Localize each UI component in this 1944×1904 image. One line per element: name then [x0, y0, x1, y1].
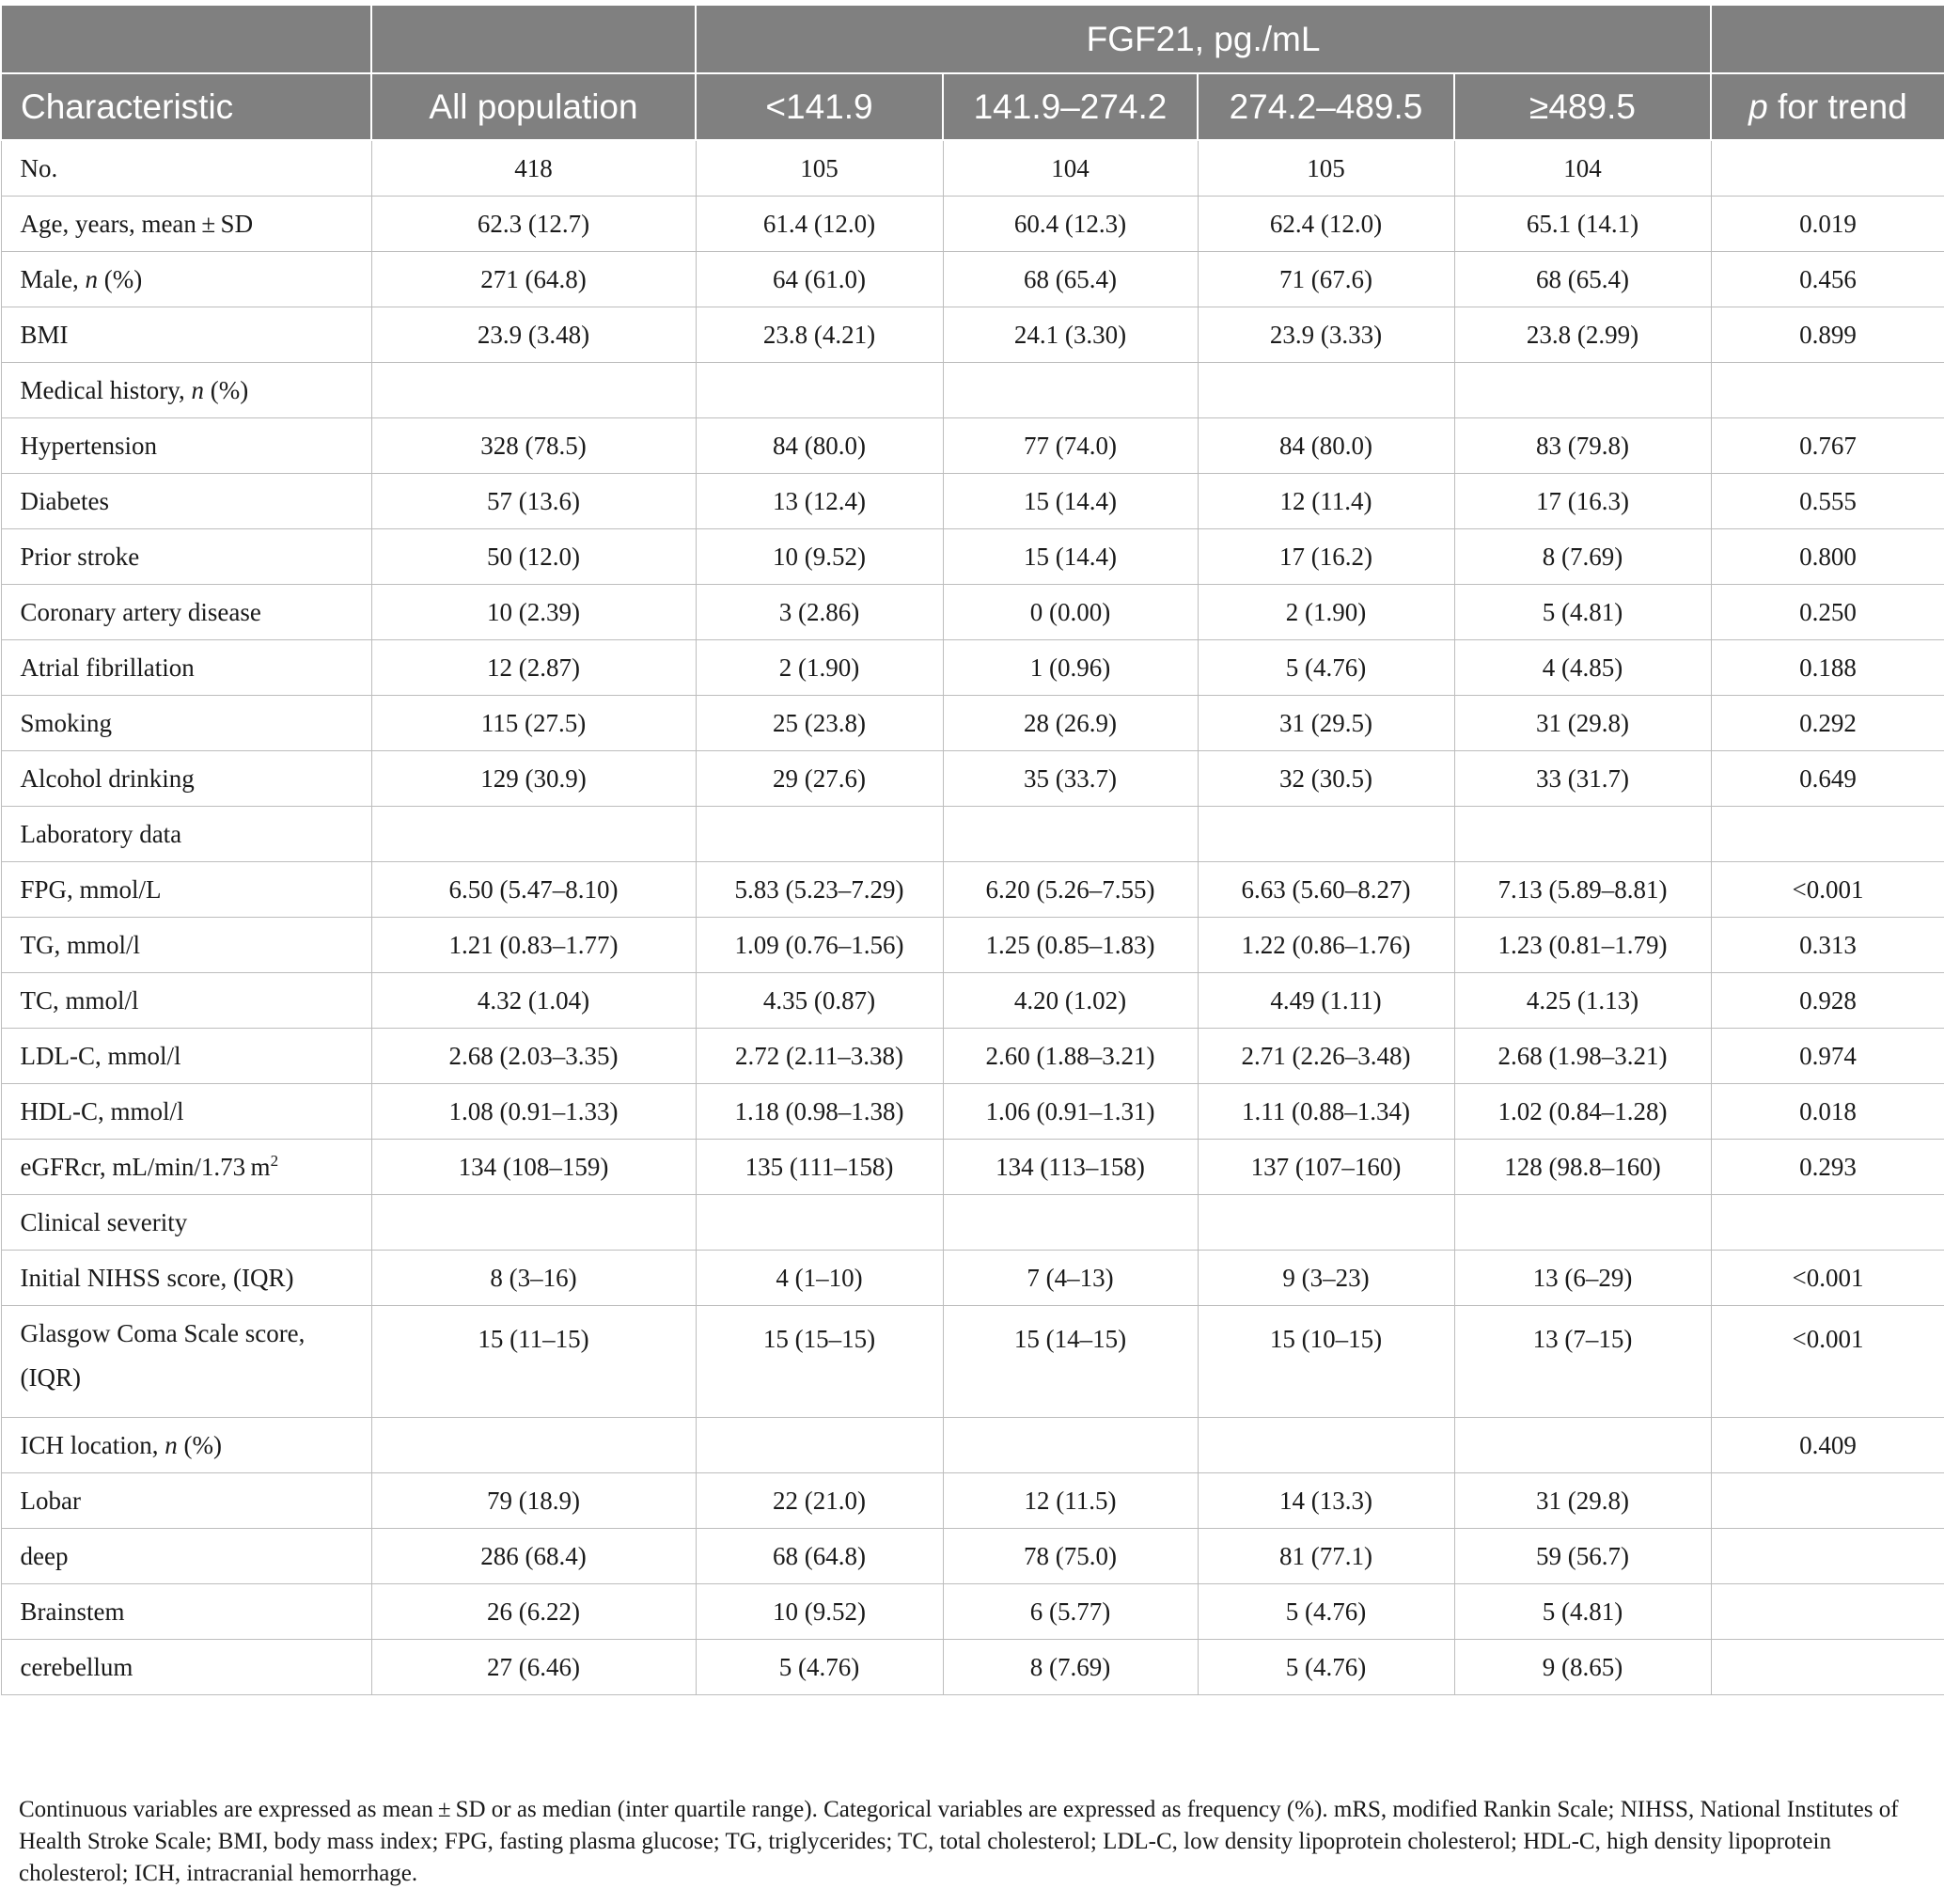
value-cell: 12 (11.4) — [1198, 474, 1454, 529]
p-value-cell: 0.555 — [1711, 474, 1944, 529]
value-cell — [371, 1195, 696, 1251]
value-cell: 6.63 (5.60–8.27) — [1198, 862, 1454, 918]
row-label: TG, mmol/l — [1, 918, 371, 973]
p-value-cell — [1711, 1640, 1944, 1695]
value-cell — [943, 363, 1198, 418]
row-label: Smoking — [1, 696, 371, 751]
value-cell — [371, 1418, 696, 1473]
p-value-cell: 0.767 — [1711, 418, 1944, 474]
table-row — [1, 918, 1944, 973]
row-label — [1, 363, 371, 418]
value-cell: 15 (14–15) — [943, 1306, 1198, 1418]
value-cell: 10 (2.39) — [371, 585, 696, 640]
value-cell: 115 (27.5) — [371, 696, 696, 751]
header-group-row — [1, 5, 1944, 73]
p-value-cell: 0.313 — [1711, 918, 1944, 973]
p-value-cell — [1711, 1529, 1944, 1584]
value-cell: 8 (7.69) — [943, 1640, 1198, 1695]
value-cell: 23.8 (2.99) — [1454, 307, 1711, 363]
row-label: cerebellum — [1, 1640, 371, 1695]
table-row — [1, 307, 1944, 363]
value-cell: 24.1 (3.30) — [943, 307, 1198, 363]
value-cell: 104 — [943, 140, 1198, 197]
value-cell: 135 (111–158) — [696, 1140, 943, 1195]
column-header-q4: ≥489.5 — [1454, 73, 1711, 140]
value-cell: 10 (9.52) — [696, 1584, 943, 1640]
p-value-cell — [1711, 363, 1944, 418]
value-cell: 1.08 (0.91–1.33) — [371, 1084, 696, 1140]
p-value-cell: 0.456 — [1711, 252, 1944, 307]
row-label: Glasgow Coma Scale score, (IQR) — [1, 1306, 371, 1418]
table-row — [1, 1306, 1944, 1418]
table-row — [1, 140, 1944, 197]
value-cell: 2 (1.90) — [1198, 585, 1454, 640]
value-cell: 6.20 (5.26–7.55) — [943, 862, 1198, 918]
characteristics-table-container — [0, 4, 1944, 1695]
value-cell: 418 — [371, 140, 696, 197]
value-cell: 2 (1.90) — [696, 640, 943, 696]
p-for-trend-text: for trend — [1778, 87, 1907, 126]
row-label: BMI — [1, 307, 371, 363]
column-header-p-for-trend — [1711, 73, 1944, 140]
header-empty-cell — [1, 5, 371, 73]
column-header-q1: <141.9 — [696, 73, 943, 140]
value-cell: 1.21 (0.83–1.77) — [371, 918, 696, 973]
value-cell: 5 (4.81) — [1454, 585, 1711, 640]
value-cell: 50 (12.0) — [371, 529, 696, 585]
value-cell: 5 (4.76) — [1198, 1640, 1454, 1695]
row-label — [1, 1140, 371, 1195]
table-row — [1, 1084, 1944, 1140]
value-cell: 29 (27.6) — [696, 751, 943, 807]
value-cell: 78 (75.0) — [943, 1529, 1198, 1584]
row-label: LDL-C, mmol/l — [1, 1029, 371, 1084]
value-cell: 62.3 (12.7) — [371, 197, 696, 252]
value-cell: 1.23 (0.81–1.79) — [1454, 918, 1711, 973]
value-cell: 5 (4.81) — [1454, 1584, 1711, 1640]
p-value-cell: 0.649 — [1711, 751, 1944, 807]
value-cell: 7 (4–13) — [943, 1251, 1198, 1306]
value-cell: 23.9 (3.33) — [1198, 307, 1454, 363]
header-empty-cell — [1711, 5, 1944, 73]
table-row — [1, 807, 1944, 862]
value-cell: 25 (23.8) — [696, 696, 943, 751]
value-cell: 68 (65.4) — [943, 252, 1198, 307]
row-label: HDL-C, mmol/l — [1, 1084, 371, 1140]
p-value-cell: 0.928 — [1711, 973, 1944, 1029]
row-label-text: ICH location, — [20, 1430, 165, 1459]
characteristics-table — [0, 4, 1944, 1695]
value-cell: 27 (6.46) — [371, 1640, 696, 1695]
p-value-cell — [1711, 1195, 1944, 1251]
value-cell — [943, 807, 1198, 862]
row-label: Atrial fibrillation — [1, 640, 371, 696]
header-column-row — [1, 73, 1944, 140]
value-cell: 4.20 (1.02) — [943, 973, 1198, 1029]
value-cell — [1198, 1195, 1454, 1251]
p-value-cell: 0.899 — [1711, 307, 1944, 363]
fgf21-group-header: FGF21, pg./mL — [696, 5, 1711, 73]
value-cell: 4.49 (1.11) — [1198, 973, 1454, 1029]
value-cell — [1198, 1418, 1454, 1473]
p-value-cell: 0.409 — [1711, 1418, 1944, 1473]
value-cell: 1 (0.96) — [943, 640, 1198, 696]
p-italic: p — [1748, 87, 1768, 126]
value-cell: 0 (0.00) — [943, 585, 1198, 640]
value-cell — [696, 363, 943, 418]
table-row — [1, 1195, 1944, 1251]
value-cell: 328 (78.5) — [371, 418, 696, 474]
value-cell: 17 (16.3) — [1454, 474, 1711, 529]
value-cell: 13 (6–29) — [1454, 1251, 1711, 1306]
row-label: No. — [1, 140, 371, 197]
value-cell: 28 (26.9) — [943, 696, 1198, 751]
p-value-cell: 0.293 — [1711, 1140, 1944, 1195]
p-value-cell: 0.019 — [1711, 197, 1944, 252]
value-cell: 4.32 (1.04) — [371, 973, 696, 1029]
column-header-q2: 141.9–274.2 — [943, 73, 1198, 140]
header-empty-cell — [371, 5, 696, 73]
value-cell: 105 — [1198, 140, 1454, 197]
value-cell: 2.71 (2.26–3.48) — [1198, 1029, 1454, 1084]
value-cell: 1.22 (0.86–1.76) — [1198, 918, 1454, 973]
value-cell: 5.83 (5.23–7.29) — [696, 862, 943, 918]
row-label-italic: n — [85, 264, 98, 293]
value-cell: 4 (1–10) — [696, 1251, 943, 1306]
value-cell: 104 — [1454, 140, 1711, 197]
table-row — [1, 1529, 1944, 1584]
table-footnote: Continuous variables are expressed as mean ± SD or as median (inter quartile range). Categorical variables are expressed as frequency (%). mRS, modified Rankin Scale; NIHSS, National Institutes of Health Stroke Scale; BMI, body mass index; FPG, fasting plasma glucose; TG, triglycerides; TC, total cholesterol; LDL-C, low density lipoprotein cholesterol; HDL-C, high density lipoprotein cholesterol; ICH, intracranial hemorrhage. — [19, 1797, 1899, 1886]
row-label-superscript: 2 — [270, 1152, 279, 1170]
value-cell: 1.09 (0.76–1.56) — [696, 918, 943, 973]
row-label — [1, 252, 371, 307]
value-cell — [696, 807, 943, 862]
value-cell: 65.1 (14.1) — [1454, 197, 1711, 252]
table-row — [1, 474, 1944, 529]
table-row — [1, 1584, 1944, 1640]
value-cell: 12 (11.5) — [943, 1473, 1198, 1529]
value-cell: 10 (9.52) — [696, 529, 943, 585]
value-cell: 31 (29.5) — [1198, 696, 1454, 751]
value-cell: 32 (30.5) — [1198, 751, 1454, 807]
p-value-cell — [1711, 807, 1944, 862]
value-cell: 31 (29.8) — [1454, 696, 1711, 751]
table-row — [1, 529, 1944, 585]
value-cell: 14 (13.3) — [1198, 1473, 1454, 1529]
value-cell: 6.50 (5.47–8.10) — [371, 862, 696, 918]
value-cell: 13 (12.4) — [696, 474, 943, 529]
row-label: Alcohol drinking — [1, 751, 371, 807]
table-body — [1, 140, 1944, 1695]
p-value-cell: 0.250 — [1711, 585, 1944, 640]
value-cell: 79 (18.9) — [371, 1473, 696, 1529]
value-cell: 26 (6.22) — [371, 1584, 696, 1640]
value-cell: 60.4 (12.3) — [943, 197, 1198, 252]
value-cell: 2.68 (1.98–3.21) — [1454, 1029, 1711, 1084]
value-cell: 5 (4.76) — [1198, 640, 1454, 696]
value-cell: 9 (8.65) — [1454, 1640, 1711, 1695]
value-cell: 15 (11–15) — [371, 1306, 696, 1418]
value-cell: 1.25 (0.85–1.83) — [943, 918, 1198, 973]
p-value-cell: <0.001 — [1711, 1251, 1944, 1306]
value-cell: 1.06 (0.91–1.31) — [943, 1084, 1198, 1140]
value-cell: 2.68 (2.03–3.35) — [371, 1029, 696, 1084]
value-cell — [943, 1418, 1198, 1473]
row-label-text: (%) — [203, 375, 249, 404]
row-label: FPG, mmol/L — [1, 862, 371, 918]
row-label: Prior stroke — [1, 529, 371, 585]
value-cell: 22 (21.0) — [696, 1473, 943, 1529]
value-cell: 8 (3–16) — [371, 1251, 696, 1306]
value-cell: 61.4 (12.0) — [696, 197, 943, 252]
value-cell: 31 (29.8) — [1454, 1473, 1711, 1529]
table-row — [1, 363, 1944, 418]
row-label: Lobar — [1, 1473, 371, 1529]
value-cell: 1.18 (0.98–1.38) — [696, 1084, 943, 1140]
value-cell: 59 (56.7) — [1454, 1529, 1711, 1584]
row-label-italic: n — [191, 375, 204, 404]
row-label: Brainstem — [1, 1584, 371, 1640]
value-cell: 7.13 (5.89–8.81) — [1454, 862, 1711, 918]
value-cell — [1198, 363, 1454, 418]
row-label-text: eGFRcr, mL/min/1.73 m — [20, 1153, 271, 1181]
value-cell: 137 (107–160) — [1198, 1140, 1454, 1195]
value-cell: 129 (30.9) — [371, 751, 696, 807]
column-header-all-population: All population — [371, 73, 696, 140]
table-row — [1, 197, 1944, 252]
p-value-cell — [1711, 1584, 1944, 1640]
value-cell: 286 (68.4) — [371, 1529, 696, 1584]
value-cell: 15 (10–15) — [1198, 1306, 1454, 1418]
value-cell: 9 (3–23) — [1198, 1251, 1454, 1306]
table-row — [1, 751, 1944, 807]
p-value-cell: 0.800 — [1711, 529, 1944, 585]
table-row — [1, 973, 1944, 1029]
row-label: Initial NIHSS score, (IQR) — [1, 1251, 371, 1306]
row-label-text: (%) — [97, 264, 143, 293]
p-value-cell — [1711, 1473, 1944, 1529]
row-label: TC, mmol/l — [1, 973, 371, 1029]
p-value-cell: 0.974 — [1711, 1029, 1944, 1084]
row-label-italic: n — [165, 1430, 178, 1459]
value-cell: 83 (79.8) — [1454, 418, 1711, 474]
value-cell: 81 (77.1) — [1198, 1529, 1454, 1584]
table-row — [1, 862, 1944, 918]
table-row — [1, 1418, 1944, 1473]
value-cell: 1.02 (0.84–1.28) — [1454, 1084, 1711, 1140]
table-row — [1, 696, 1944, 751]
value-cell: 84 (80.0) — [696, 418, 943, 474]
column-header-q3: 274.2–489.5 — [1198, 73, 1454, 140]
value-cell: 5 (4.76) — [696, 1640, 943, 1695]
value-cell: 17 (16.2) — [1198, 529, 1454, 585]
value-cell: 15 (14.4) — [943, 474, 1198, 529]
value-cell: 23.8 (4.21) — [696, 307, 943, 363]
value-cell — [696, 1418, 943, 1473]
value-cell: 77 (74.0) — [943, 418, 1198, 474]
value-cell: 35 (33.7) — [943, 751, 1198, 807]
row-label-text: Medical history, — [20, 375, 192, 404]
value-cell — [696, 1195, 943, 1251]
value-cell: 57 (13.6) — [371, 474, 696, 529]
value-cell — [1198, 807, 1454, 862]
value-cell — [1454, 1418, 1711, 1473]
table-header — [1, 5, 1944, 140]
value-cell: 1.11 (0.88–1.34) — [1198, 1084, 1454, 1140]
value-cell: 15 (15–15) — [696, 1306, 943, 1418]
table-row — [1, 1251, 1944, 1306]
value-cell: 4.25 (1.13) — [1454, 973, 1711, 1029]
row-label: Clinical severity — [1, 1195, 371, 1251]
table-row — [1, 1640, 1944, 1695]
row-label: Diabetes — [1, 474, 371, 529]
value-cell: 62.4 (12.0) — [1198, 197, 1454, 252]
value-cell: 8 (7.69) — [1454, 529, 1711, 585]
value-cell — [1454, 363, 1711, 418]
value-cell: 6 (5.77) — [943, 1584, 1198, 1640]
value-cell — [943, 1195, 1198, 1251]
value-cell: 68 (64.8) — [696, 1529, 943, 1584]
value-cell — [1454, 807, 1711, 862]
value-cell: 2.72 (2.11–3.38) — [696, 1029, 943, 1084]
row-label: Hypertension — [1, 418, 371, 474]
value-cell: 64 (61.0) — [696, 252, 943, 307]
value-cell: 3 (2.86) — [696, 585, 943, 640]
p-value-cell: 0.188 — [1711, 640, 1944, 696]
value-cell: 128 (98.8–160) — [1454, 1140, 1711, 1195]
value-cell: 68 (65.4) — [1454, 252, 1711, 307]
table-row — [1, 640, 1944, 696]
value-cell: 5 (4.76) — [1198, 1584, 1454, 1640]
value-cell: 105 — [696, 140, 943, 197]
value-cell: 15 (14.4) — [943, 529, 1198, 585]
p-value-cell: <0.001 — [1711, 1306, 1944, 1418]
value-cell: 2.60 (1.88–3.21) — [943, 1029, 1198, 1084]
value-cell — [371, 807, 696, 862]
row-label: deep — [1, 1529, 371, 1584]
value-cell — [1454, 1195, 1711, 1251]
table-row — [1, 585, 1944, 640]
value-cell: 271 (64.8) — [371, 252, 696, 307]
table-row — [1, 1473, 1944, 1529]
value-cell: 13 (7–15) — [1454, 1306, 1711, 1418]
value-cell: 4.35 (0.87) — [696, 973, 943, 1029]
p-value-cell — [1711, 140, 1944, 197]
value-cell: 12 (2.87) — [371, 640, 696, 696]
row-label: Coronary artery disease — [1, 585, 371, 640]
table-row — [1, 252, 1944, 307]
p-value-cell: 0.018 — [1711, 1084, 1944, 1140]
p-value-cell: 0.292 — [1711, 696, 1944, 751]
row-label-text: (%) — [177, 1430, 222, 1459]
value-cell — [371, 363, 696, 418]
p-value-cell: <0.001 — [1711, 862, 1944, 918]
value-cell: 134 (108–159) — [371, 1140, 696, 1195]
row-label: Laboratory data — [1, 807, 371, 862]
value-cell: 23.9 (3.48) — [371, 307, 696, 363]
table-row — [1, 1029, 1944, 1084]
row-label: Age, years, mean ± SD — [1, 197, 371, 252]
row-label — [1, 1418, 371, 1473]
column-header-characteristic: Characteristic — [1, 73, 371, 140]
table-row — [1, 418, 1944, 474]
table-row — [1, 1140, 1944, 1195]
value-cell: 84 (80.0) — [1198, 418, 1454, 474]
value-cell: 71 (67.6) — [1198, 252, 1454, 307]
row-label-text: Male, — [20, 264, 86, 293]
value-cell: 4 (4.85) — [1454, 640, 1711, 696]
value-cell: 33 (31.7) — [1454, 751, 1711, 807]
value-cell: 134 (113–158) — [943, 1140, 1198, 1195]
